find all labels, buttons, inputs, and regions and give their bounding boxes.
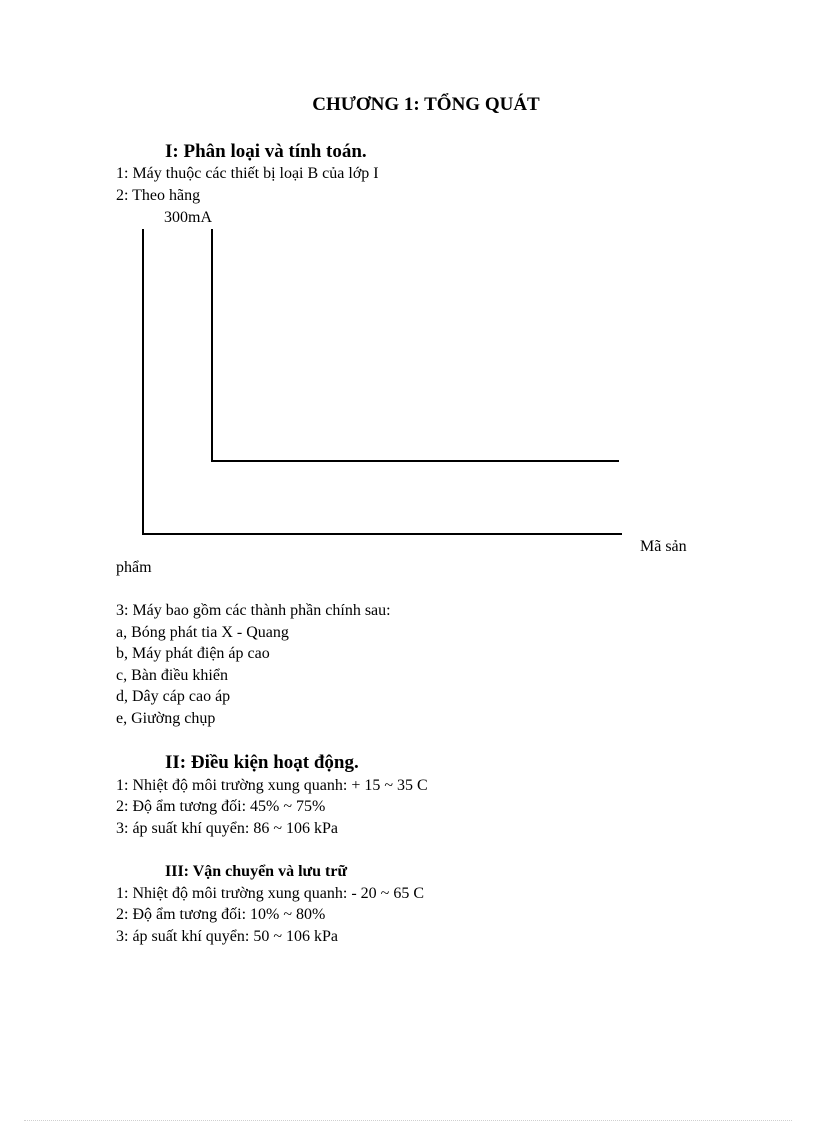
section-1-heading: I: Phân loại và tính toán.	[165, 141, 367, 162]
chapter-title: CHƯƠNG 1: TỔNG QUÁT	[312, 94, 540, 115]
section-3-item: 2: Độ ẩm tương đối: 10% ~ 80%	[116, 906, 326, 923]
section-3-heading: III: Vận chuyển và lưu trữ	[165, 863, 348, 880]
section-2-item: 1: Nhiệt độ môi trường xung quanh: + 15 ~ 35 C	[116, 777, 428, 794]
section-3-item: 3: áp suất khí quyển: 50 ~ 106 kPa	[116, 928, 338, 945]
component-item: e, Giường chụp	[116, 710, 216, 727]
section-1-item: 1: Máy thuộc các thiết bị loại B của lớp I	[116, 165, 379, 182]
components-intro: 3: Máy bao gồm các thành phần chính sau:	[116, 602, 391, 619]
component-item: a, Bóng phát tia X - Quang	[116, 624, 289, 641]
component-item: c, Bàn điều khiển	[116, 667, 228, 684]
page-bottom-rule	[24, 1120, 792, 1121]
diagram-y-label: 300mA	[164, 209, 212, 226]
section-3-item: 1: Nhiệt độ môi trường xung quanh: - 20 ~ 65 C	[116, 885, 424, 902]
component-item: d, Dây cáp cao áp	[116, 688, 231, 705]
section-2-heading: II: Điều kiện hoạt động.	[165, 752, 359, 773]
section-2-item: 3: áp suất khí quyển: 86 ~ 106 kPa	[116, 820, 338, 837]
component-item: b, Máy phát điện áp cao	[116, 645, 270, 662]
diagram-x-label-wrap: phẩm	[116, 559, 152, 576]
section-1-item: 2: Theo hãng	[116, 187, 201, 204]
section-2-item: 2: Độ ẩm tương đối: 45% ~ 75%	[116, 798, 326, 815]
diagram-x-label: Mã sản	[640, 538, 687, 555]
